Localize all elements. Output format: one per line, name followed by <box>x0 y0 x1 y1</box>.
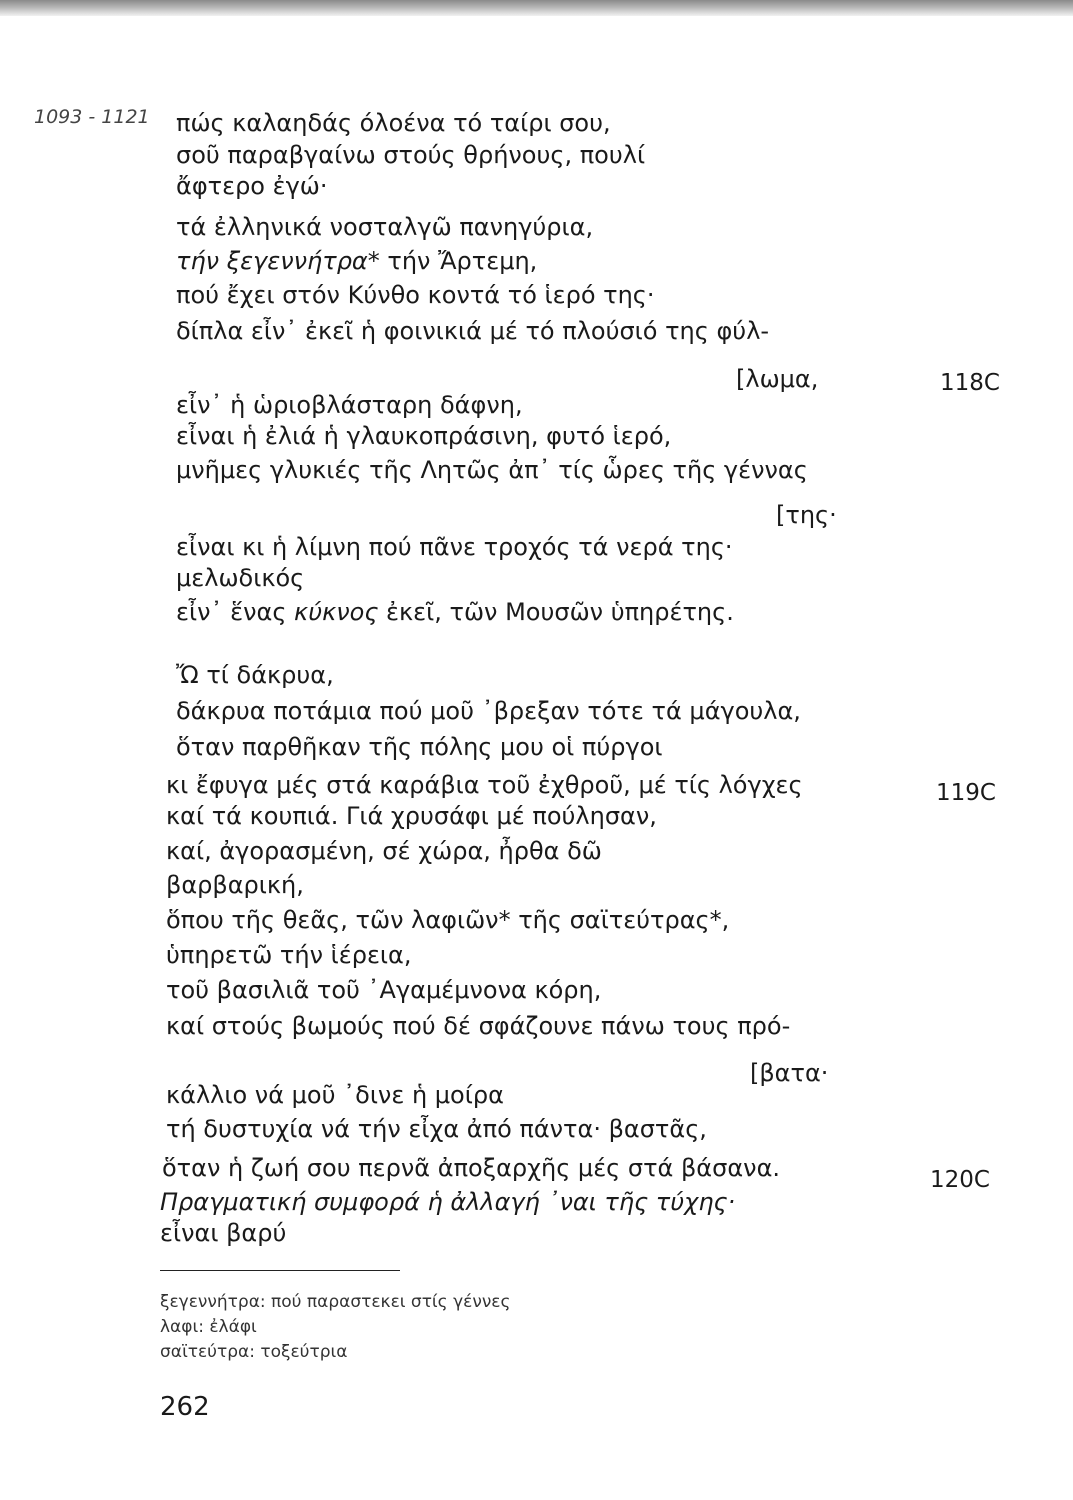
verse-reference: 1093 - 1121 <box>34 106 150 128</box>
verse-line <box>166 1011 790 1041</box>
verse-text: ἄφτερο ἐγώ· <box>176 172 328 200</box>
verse-line <box>176 212 593 242</box>
footnote: λαφι: ἐλάφι <box>160 1317 257 1337</box>
verse-line <box>176 280 655 310</box>
line-number-1200: 120C <box>930 1167 990 1193</box>
line-number-1180: 118C <box>940 370 1000 396</box>
verse-text: ὅταν ἡ ζωή σου περνᾶ ἀποξαρχῆς μές στά βάσανα. <box>162 1154 781 1182</box>
verse-text: [βατα· <box>750 1059 829 1087</box>
footnote-rule <box>160 1270 400 1271</box>
verse-text: τήν Ἄρτεμη, <box>379 247 538 275</box>
verse-line <box>736 364 818 394</box>
verse-text: τή δυστυχία νά τήν εἶχα ἀπό πάντα· βαστᾶς, <box>166 1115 707 1143</box>
verse-text: πώς καλαηδάς όλοένα τό ταίρι σου, <box>176 109 611 137</box>
verse-text: καί τά κουπιά. Γιά χρυσάφι μέ πούλησαν, <box>166 802 657 830</box>
verse-text: βαρβαρική, <box>166 871 304 899</box>
verse-text: μνῆμες γλυκιές τῆς Λητῶς ἀπ᾿ τίς ὧρες τῆς γέννας <box>176 456 808 484</box>
verse-text: κι ἔφυγα μές στά καράβια τοῦ ἐχθροῦ, μέ τίς λόγχες <box>166 771 803 799</box>
verse-text: ὅταν παρθῆκαν τῆς πόλης μου οἱ πύργοι <box>176 733 663 761</box>
verse-line <box>166 770 803 800</box>
verse-line <box>176 171 328 201</box>
verse-line <box>166 975 601 1005</box>
verse-line <box>176 421 671 451</box>
verse-text: [λωμα, <box>736 365 819 393</box>
verse-line <box>750 1058 828 1088</box>
line-number-1190: 119C <box>936 780 996 806</box>
verse-italic-text: κύκνος <box>294 598 379 626</box>
verse-line <box>166 870 304 900</box>
verse-line <box>162 1153 780 1183</box>
verse-text: [της· <box>776 501 837 529</box>
verse-text: εἶν᾿ ἡ ὡριοβλάσταρη δάφνη, <box>176 391 523 419</box>
page-number: 262 <box>160 1392 210 1422</box>
verse-text: ὅπου τῆς θεᾶς, τῶν λαφιῶν* τῆς σαϊτεύτρας*, <box>166 906 730 934</box>
verse-line <box>176 316 769 346</box>
verse-text: εἶναι κι ἡ λίμνη πού πᾶνε τροχός τά νερά της· <box>176 533 733 561</box>
verse-italic-text: τήν ξεγεννήτρα* <box>176 247 380 275</box>
verse-text: εἶναι βαρύ <box>160 1219 287 1247</box>
verse-text: σοῦ παραβγαίνω στούς θρήνους, πουλί <box>176 141 646 169</box>
verse-line <box>166 836 602 866</box>
verse-line <box>176 532 733 562</box>
verse-line <box>176 140 645 170</box>
verse-text: δάκρυα ποτάμια πού μοῦ ᾿βρεξαν τότε τά μάγουλα, <box>176 697 801 725</box>
verse-line <box>176 390 523 420</box>
verse-text: πού ἔχει στόν Κύνθο κοντά τό ἱερό της· <box>176 281 655 309</box>
verse-text: Ὤ τί δάκρυα, <box>176 661 334 689</box>
verse-line <box>166 940 412 970</box>
verse-text: ἐκεῖ, τῶν Μουσῶν ὑπηρέτης. <box>378 598 734 626</box>
verse-line <box>176 696 801 726</box>
verse-line <box>176 660 334 690</box>
verse-line <box>166 801 657 831</box>
verse-text: εἶν᾿ ἕνας <box>176 598 295 626</box>
page-edge-shadow <box>0 0 1073 16</box>
verse-italic-text: Πραγματική συμφορά ἡ ἀλλαγή ᾿ναι τῆς τύχης· <box>160 1188 736 1216</box>
verse-line <box>176 455 808 485</box>
verse-text: ὑπηρετῶ τήν ἱέρεια, <box>166 941 412 969</box>
verse-text: κάλλιο νά μοῦ ᾿δινε ἡ μοίρα <box>166 1081 504 1109</box>
verse-line <box>160 1218 286 1248</box>
verse-text: τά ἐλληνικά νοσταλγῶ πανηγύρια, <box>176 213 594 241</box>
verse-line <box>166 1080 504 1110</box>
verse-line <box>176 732 663 762</box>
footnote: ξεγεννήτρα: πού παραστεκει στίς γέννες <box>160 1292 511 1312</box>
verse-line <box>166 905 729 935</box>
verse-line <box>166 1114 707 1144</box>
footnote: σαϊτεύτρα: τοξεύτρια <box>160 1342 348 1362</box>
verse-text: εἶναι ἡ ἐλιά ἡ γλαυκοπράσινη, φυτό ἱερό, <box>176 422 672 450</box>
verse-text: καί, ἀγορασμένη, σέ χώρα, ἦρθα δῶ <box>166 837 602 865</box>
verse-text: δίπλα εἶν᾿ ἐκεῖ ἡ φοινικιά μέ τό πλούσιό της φύλ- <box>176 317 770 345</box>
verse-text: μελωδικός <box>176 564 305 592</box>
verse-text: τοῦ βασιλιᾶ τοῦ ᾿Αγαμέμνονα κόρη, <box>166 976 602 1004</box>
verse-text: καί στούς βωμούς πού δέ σφάζουνε πάνω τους πρό- <box>166 1012 791 1040</box>
verse-line <box>160 1187 735 1217</box>
verse-line <box>176 597 734 627</box>
verse-line <box>176 108 611 138</box>
verse-line <box>176 563 304 593</box>
verse-line <box>176 246 537 276</box>
verse-line <box>776 500 837 530</box>
